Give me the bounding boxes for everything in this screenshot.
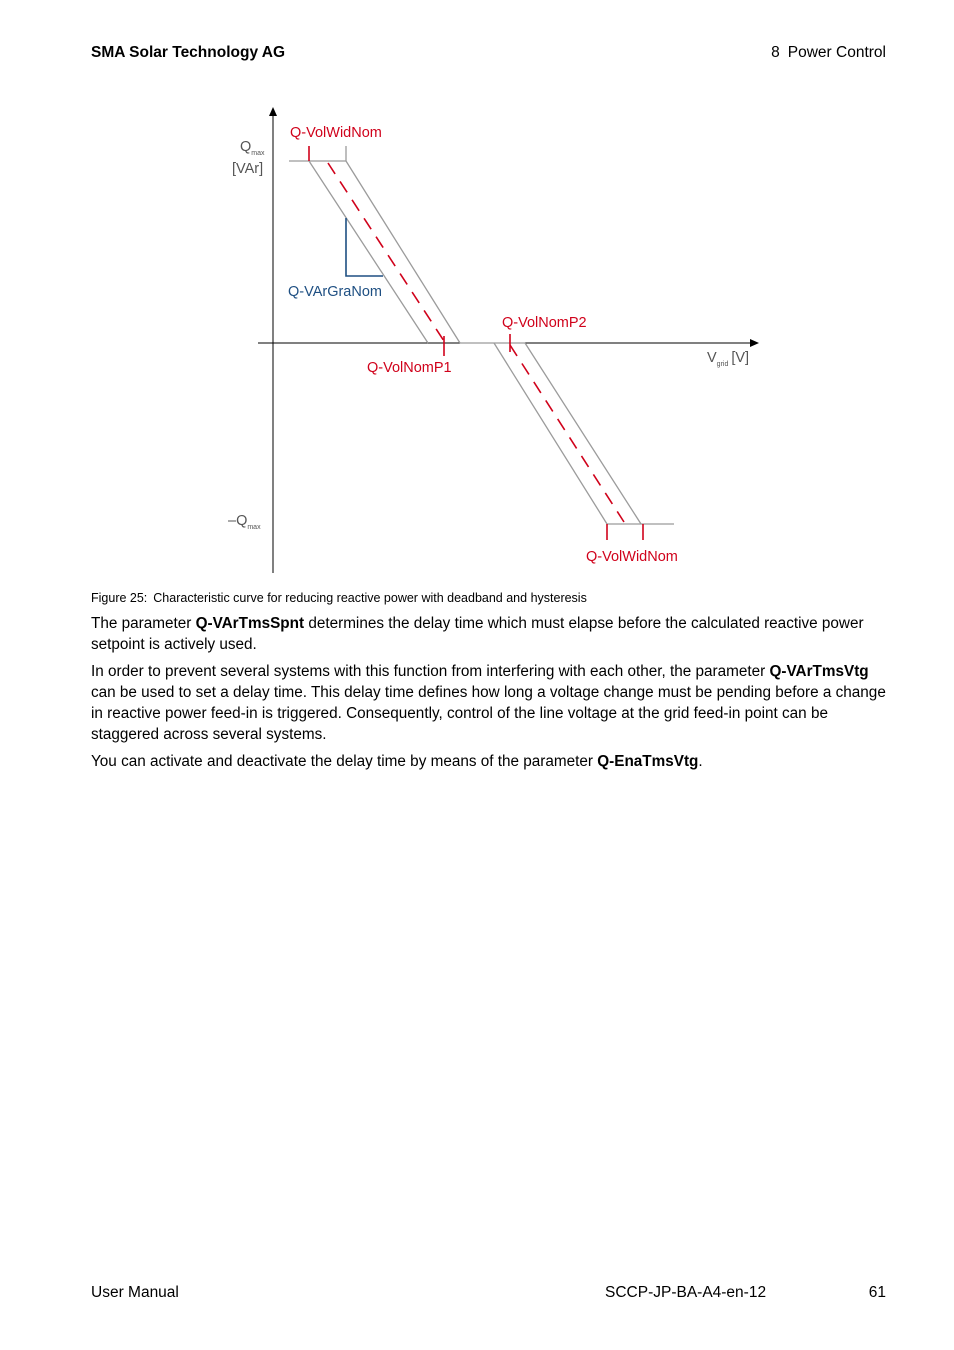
label-vol-wid-nom-bottom: Q-VolWidNom <box>586 549 678 565</box>
lower-slope-left-line <box>494 343 607 524</box>
upper-slope-left-line <box>309 161 428 343</box>
header-section-number: 8 <box>771 44 780 61</box>
paragraph-3-text-c: . <box>698 753 703 770</box>
header-company: SMA Solar Technology AG <box>91 44 286 61</box>
label-vol-nom-p1: Q-VolNomP1 <box>367 360 452 376</box>
paragraph-2-text-a: In order to prevent several systems with this function from interfering with each other, the parameter <box>91 663 770 680</box>
footer-page-number: 61 <box>868 1284 886 1301</box>
paragraph-1 <box>91 613 891 655</box>
header-section-title: Power Control <box>787 44 886 61</box>
label-vol-nom-p2: Q-VolNomP2 <box>502 315 587 331</box>
upper-slope-right-line <box>346 161 460 343</box>
param-q-ena-tms-vtg: Q-EnaTmsVtg <box>597 753 699 770</box>
footer-doc-type: User Manual <box>91 1284 179 1301</box>
footer-doc-code: SCCP-JP-BA-A4-en-12 <box>605 1284 767 1301</box>
y-axis-unit: [VAr] <box>232 161 264 177</box>
x-axis-label: $V_{grid}$ [V] <box>707 350 750 368</box>
caption-label: Figure 25: <box>91 591 148 605</box>
y-axis-top-label: $Q_{max}$ <box>240 139 265 157</box>
lower-center-dashed-line <box>510 345 624 522</box>
lower-slope-right-line <box>525 343 641 524</box>
paragraph-2 <box>91 661 891 745</box>
caption-text: Characteristic curve for reducing reactive power with deadband and hysteresis <box>153 591 587 605</box>
label-vol-wid-nom-top: Q-VolWidNom <box>290 125 382 141</box>
paragraph-2-text-c: can be used to set a delay time. This delay time defines how long a voltage change must be pending before a change in reactive power feed-in is triggered. Consequently, control of the line voltage at the grid feed-in point can be staggered across several systems. <box>91 684 886 743</box>
y-axis-bottom-label: $-Q_{max}$ <box>228 513 261 531</box>
paragraph-3-text-a: You can activate and deactivate the delay time by means of the parameter <box>91 753 598 770</box>
param-q-var-tms-vtg: Q-VArTmsVtg <box>769 663 869 680</box>
header-section <box>771 44 886 62</box>
characteristic-curve-figure <box>0 100 954 590</box>
body-text <box>91 613 891 778</box>
paragraph-1-text-a: The parameter <box>91 615 196 632</box>
paragraph-1-text-c: determines the delay time which must elapse before the calculated reactive power setpoint is actively used. <box>91 615 864 653</box>
param-q-var-tms-spnt: Q-VArTmsSpnt <box>195 615 305 632</box>
label-var-gra-nom: Q-VArGraNom <box>288 284 382 300</box>
paragraph-3 <box>91 751 891 772</box>
figure-caption <box>91 591 587 605</box>
